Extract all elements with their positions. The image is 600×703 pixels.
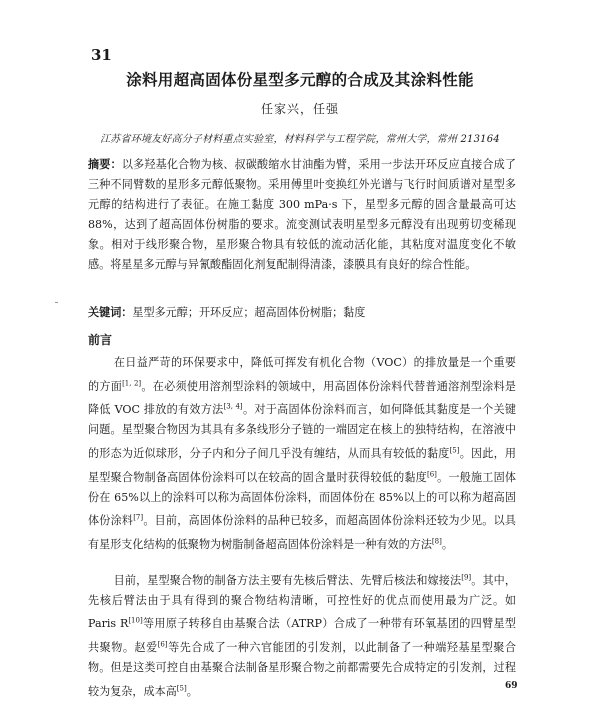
citation-ref: [1, 2] [122,379,142,387]
page-marker: 31 [91,46,112,64]
intro-text-run: 。对于高固体份涂料而言，如何降低其黏度是一个关键问题。星型聚合物因为其具有多条线形分子链的一端固定在核上的独特结构，在溶液中的形态为近似球形，分子内和分子间几乎没有缠结，从而具有较低的黏度 [88,403,516,461]
intro-paragraph-2 [88,567,516,702]
intro-paragraph-1-text [88,356,516,551]
intro-text-run: 。目前，高固体份涂料的品种已较多，而超高固体份涂料还较为少见。以具有星形支化结构的低聚物为树脂制备超高固体份涂料是一种有效的方法 [88,514,516,552]
intro-text-run: 在日益严苛的环保要求中，降低可挥发有机化合物（VOC）的排放量是一个重要的方面 [88,356,517,393]
citation-ref: [6] [426,470,437,479]
citation-ref: [5] [176,684,187,693]
intro-text-run: 。其中，先核后臂法由于具有得到的聚合物结构清晰，可控性好的优点而使用最为广泛。如 Paris R [88,573,516,631]
citation-ref: [6] [157,640,168,649]
keywords-text: 星型多元醇；开环反应；超高固体份树脂；黏度 [132,306,366,319]
intro-text-run: 等先合成了一种六官能团的引发剂，以此制备了一种端羟基星型聚合物。但是这类可控自由基聚合法制备星形聚合物之前都需要先合成特定的引发剂，过程较为复杂，成本高 [88,641,516,698]
citation-ref: [9] [461,573,472,581]
page-number: 69 [505,681,518,691]
abstract-label: 摘要： [88,158,122,171]
keywords-label: 关键词： [88,306,133,319]
abstract [88,155,516,275]
intro-paragraph-2-text [88,574,516,698]
intro-text-run: 。一般施工固体份在 65%以上的涂料可以称为高固体份涂料，而固体份在 85%以上的可以称为超高固体份涂料 [88,470,516,528]
citation-ref: [8] [431,537,442,546]
keywords [88,303,516,323]
intro-text-run: 。 [186,684,198,698]
margin-mark [55,302,58,303]
citation-ref: [3, 4] [223,402,243,411]
intro-paragraph-1 [88,353,516,555]
intro-text-run: 。 [441,538,453,552]
citation-ref: [5] [449,446,460,455]
authors: 任家兴，任强 [260,102,339,116]
citation-ref: [10] [128,616,143,625]
abstract-text: 以多羟基化合物为核、叔碳酸缩水甘油酯为臂，采用一步法开环反应直接合成了三种不同臂数的星形多元醇低聚物。采用傅里叶变换红外光谱与飞行时间质谱对星型多元醇的结构进行了表征。在施工黏度 300 mPa·s 下，星型多元醇的固含量最高可达 88%，达到了超高固体份树脂的要求。流变测试表明星型多元醇没有出现剪切变稀现象。相对于线形聚合物，星形聚合物具有较低的流动活化能，其粘度对温度变化不敏感。将星星多元醇与异氰酸酯固化剂复配制得清漆，漆膜具有良好的综合性能。 [88,158,516,271]
intro-text-run: 。因此，用星型聚合物制备高固体份涂料可以在较高的固含量时获得较低的黏度 [88,447,516,484]
intro-text-run: 。在必须使用溶剂型涂料的领域中，用高固体份涂料代替普通溶剂型涂料是降低 VOC 排放的有效方法 [88,379,516,417]
paper-title: 涂料用超高固体份星型多元醇的合成及其涂料性能 [126,70,474,89]
section-heading-intro: 前言 [88,333,113,347]
intro-text-run: 目前，星型聚合物的制备方法主要有先核后臂法、先臂后核法和嫁接法 [113,573,462,587]
citation-ref: [7] [133,513,144,522]
affiliation: 江苏省环境友好高分子材料重点实验室，材料科学与工程学院，常州大学，常州 213164 [100,134,500,145]
intro-text-run: 等用原子转移自由基聚合法（ATRP）合成了一种带有环氧基团的四臂星型共聚物。赵爱 [88,617,516,655]
